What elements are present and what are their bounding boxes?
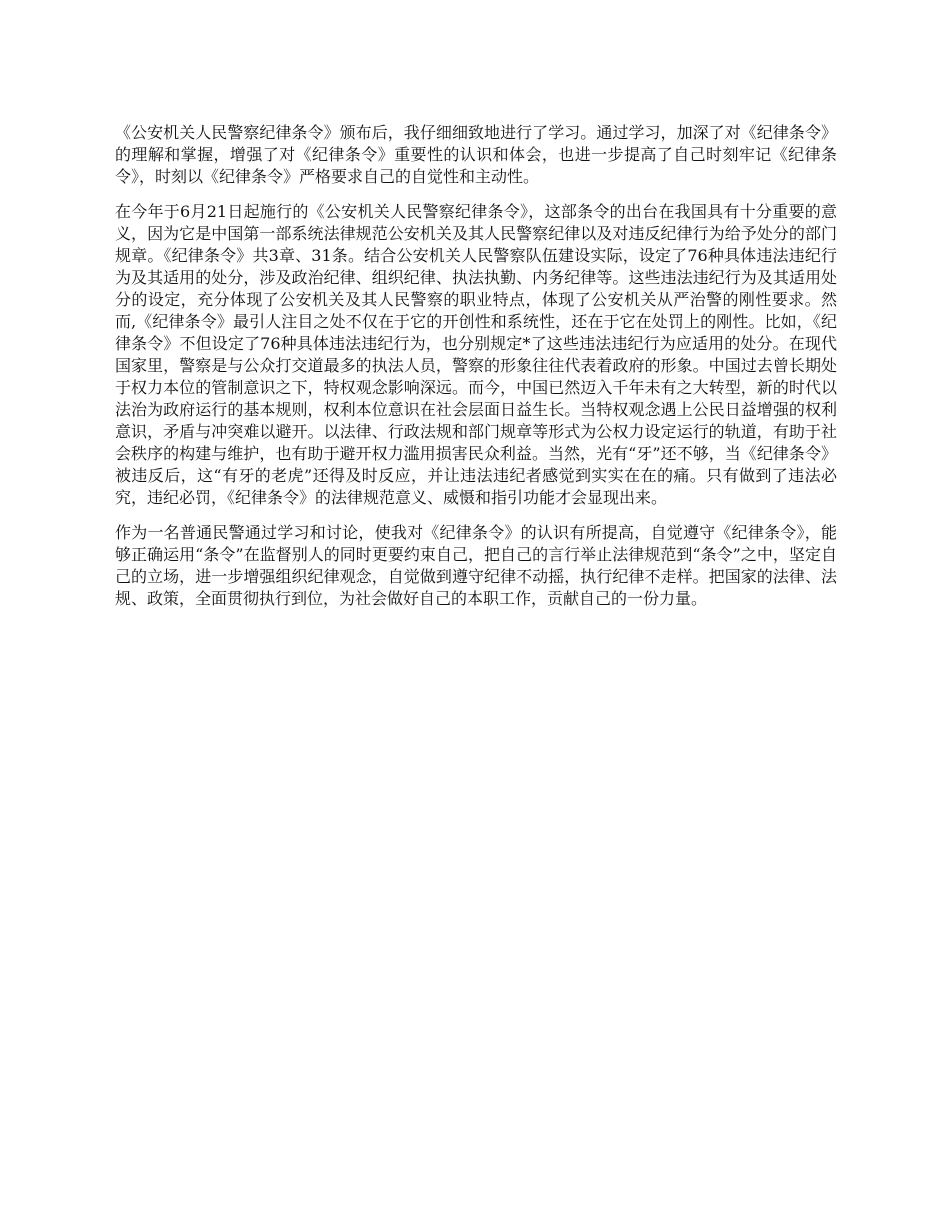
paragraph-intro: 《公安机关人民警察纪律条令》颁布后，我仔细细致地进行了学习。通过学习，加深了对《纪律条令》的理解和掌握，增强了对《纪律条令》重要性的认识和体会，也进一步提高了自己时刻牢记《纪律条令》，时刻以《纪律条令》严格要求自己的自觉性和主动性。 — [115, 123, 837, 186]
paragraph-main: 在今年于6月21日起施行的《公安机关人民警察纪律条令》，这部条令的出台在我国具有十分重要的意义，因为它是中国第一部系统法律规范公安机关及其人民警察纪律以及对违反纪律行为给予处分的部门规章。《纪律条令》共3章、31条。结合公安机关人民警察队伍建设实际，设定了76种具体违法违纪行为及其适用的处分，涉及政治纪律、组织纪律、执法执勤、内务纪律等。这些违法违纪行为及其适用处分的设定，充分体现了公安机关及其人民警察的职业特点，体现了公安机关从严治警的刚性要求。然而,《纪律条令》最引人注目之处不仅在于它的开创性和系统性，还在于它在处罚上的刚性。比如，《纪律条令》不但设定了76种具体违法违纪行为，也分别规定*了这些违法违纪行为应适用的处分。在现代国家里，警察是与公众打交道最多的执法人员，警察的形象往往代表着政府的形象。中国过去曾长期处于权力本位的管制意识之下，特权观念影响深远。而今，中国已然迈入千年未有之大转型，新的时代以法治为政府运行的基本规则，权利本位意识在社会层面日益生长。当特权观念遇上公民日益增强的权利意识，矛盾与冲突难以避开。以法律、行政法规和部门规章等形式为公权力设定运行的轨道，有助于社会秩序的构建与维护，也有助于避开权力滥用损害民众利益。当然，光有“牙”还不够，当《纪律条令》被违反后，这“有牙的老虎”还得及时反应，并让违法违纪者感觉到实实在在的痛。只有做到了违法必究，违纪必罚，《纪律条令》的法律规范意义、威慑和指引功能才会显现出来。 — [115, 202, 837, 507]
paragraph-conclusion: 作为一名普通民警通过学习和讨论，使我对《纪律条令》的认识有所提高，自觉遵守《纪律条令》，能够正确运用“条令”在监督别人的同时更要约束自己，把自己的言行举止法律规范到“条令”之中，坚定自己的立场，进一步增强组织纪律观念，自觉做到遵守纪律不动摇，执行纪律不走样。把国家的法律、法规、政策，全面贯彻执行到位，为社会做好自己的本职工作，贡献自己的一份力量。 — [115, 523, 837, 608]
document-body — [115, 122, 837, 623]
